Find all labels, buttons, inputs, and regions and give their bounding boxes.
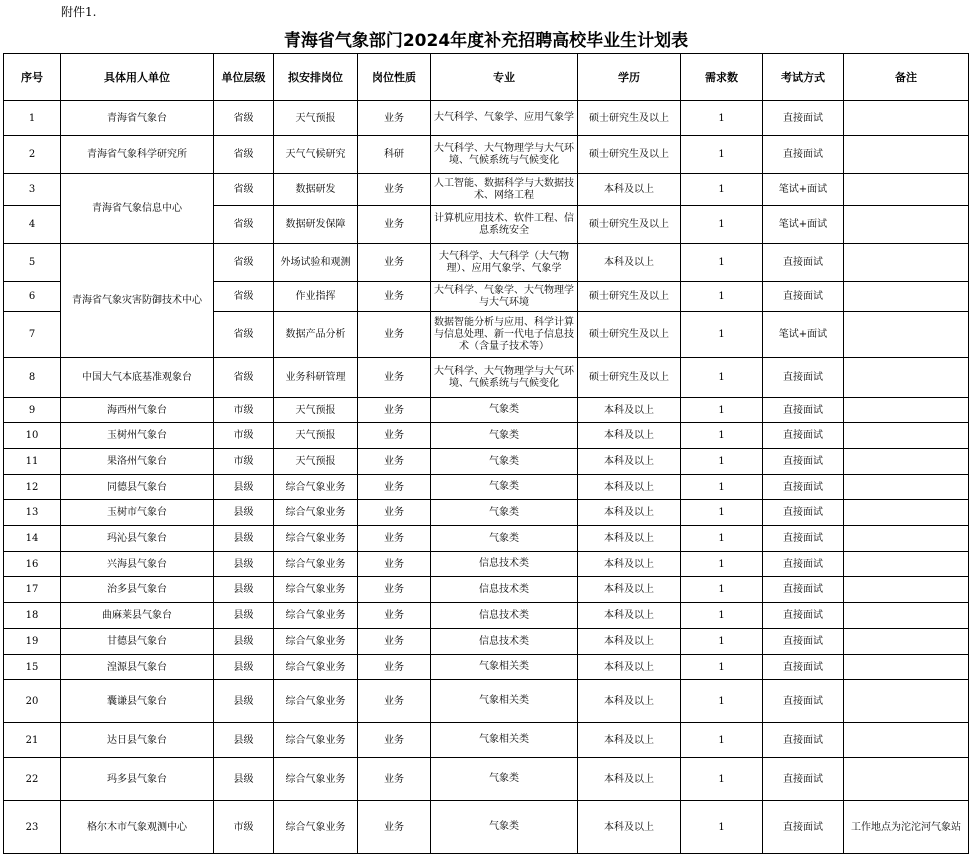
note-cell <box>844 680 969 723</box>
header-note: 备注 <box>844 54 969 101</box>
quota-cell: 1 <box>681 801 763 854</box>
education-cell: 本科及以上 <box>578 423 681 449</box>
table-row <box>4 758 969 801</box>
education-cell: 本科及以上 <box>578 398 681 423</box>
major-cell: 气象相关类 <box>431 655 578 680</box>
quota-cell: 1 <box>681 475 763 500</box>
major-cell: 信息技术类 <box>431 603 578 629</box>
exam-cell: 直接面试 <box>763 244 844 282</box>
post-cell: 业务科研管理 <box>274 358 358 398</box>
exam-cell: 直接面试 <box>763 358 844 398</box>
major-cell: 气象类 <box>431 526 578 552</box>
row-number: 12 <box>4 475 61 500</box>
row-number: 7 <box>4 312 61 358</box>
quota-cell: 1 <box>681 552 763 577</box>
exam-cell: 直接面试 <box>763 577 844 603</box>
row-number: 13 <box>4 500 61 526</box>
education-cell: 本科及以上 <box>578 244 681 282</box>
note-cell <box>844 282 969 312</box>
unit-cell: 甘德县气象台 <box>61 629 214 655</box>
level-cell: 县级 <box>214 475 274 500</box>
quota-cell: 1 <box>681 577 763 603</box>
note-cell <box>844 552 969 577</box>
quota-cell: 1 <box>681 655 763 680</box>
exam-cell: 直接面试 <box>763 629 844 655</box>
post-cell: 天气预报 <box>274 423 358 449</box>
post-cell: 综合气象业务 <box>274 475 358 500</box>
note-cell <box>844 358 969 398</box>
table-row <box>4 398 969 423</box>
nature-cell: 业务 <box>358 449 431 475</box>
level-cell: 省级 <box>214 358 274 398</box>
table-row <box>4 423 969 449</box>
unit-cell: 玉树州气象台 <box>61 423 214 449</box>
exam-cell: 直接面试 <box>763 101 844 136</box>
nature-cell: 业务 <box>358 552 431 577</box>
major-cell: 人工智能、数据科学与大数据技术、网络工程 <box>431 174 578 206</box>
exam-cell: 直接面试 <box>763 603 844 629</box>
header-exam: 考试方式 <box>763 54 844 101</box>
education-cell: 本科及以上 <box>578 577 681 603</box>
major-cell: 气象类 <box>431 475 578 500</box>
post-cell: 综合气象业务 <box>274 723 358 758</box>
level-cell: 县级 <box>214 629 274 655</box>
education-cell: 本科及以上 <box>578 680 681 723</box>
education-cell: 硕士研究生及以上 <box>578 312 681 358</box>
row-number: 16 <box>4 552 61 577</box>
level-cell: 省级 <box>214 136 274 174</box>
nature-cell: 业务 <box>358 758 431 801</box>
row-number: 10 <box>4 423 61 449</box>
post-cell: 外场试验和观测 <box>274 244 358 282</box>
unit-cell: 达日县气象台 <box>61 723 214 758</box>
header-level: 单位层级 <box>214 54 274 101</box>
header-post: 拟安排岗位 <box>274 54 358 101</box>
post-cell: 数据研发 <box>274 174 358 206</box>
post-cell: 综合气象业务 <box>274 603 358 629</box>
level-cell: 县级 <box>214 500 274 526</box>
major-cell: 信息技术类 <box>431 552 578 577</box>
exam-cell: 直接面试 <box>763 552 844 577</box>
education-cell: 本科及以上 <box>578 629 681 655</box>
unit-cell: 治多县气象台 <box>61 577 214 603</box>
post-cell: 天气预报 <box>274 398 358 423</box>
quota-cell: 1 <box>681 136 763 174</box>
row-number: 11 <box>4 449 61 475</box>
note-cell <box>844 655 969 680</box>
exam-cell: 直接面试 <box>763 655 844 680</box>
quota-cell: 1 <box>681 423 763 449</box>
nature-cell: 业务 <box>358 526 431 552</box>
unit-cell: 海西州气象台 <box>61 398 214 423</box>
education-cell: 本科及以上 <box>578 449 681 475</box>
level-cell: 省级 <box>214 101 274 136</box>
header-nature: 岗位性质 <box>358 54 431 101</box>
row-number: 21 <box>4 723 61 758</box>
table-row <box>4 244 969 282</box>
quota-cell: 1 <box>681 312 763 358</box>
table-row <box>4 603 969 629</box>
level-cell: 省级 <box>214 282 274 312</box>
table-row <box>4 174 969 206</box>
unit-cell: 青海省气象台 <box>61 101 214 136</box>
post-cell: 综合气象业务 <box>274 577 358 603</box>
row-number: 22 <box>4 758 61 801</box>
quota-cell: 1 <box>681 206 763 244</box>
level-cell: 县级 <box>214 723 274 758</box>
major-cell: 大气科学、气象学、大气物理学与大气环境 <box>431 282 578 312</box>
post-cell: 综合气象业务 <box>274 758 358 801</box>
unit-cell: 格尔木市气象观测中心 <box>61 801 214 854</box>
level-cell: 市级 <box>214 423 274 449</box>
nature-cell: 业务 <box>358 723 431 758</box>
nature-cell: 业务 <box>358 398 431 423</box>
post-cell: 数据产品分析 <box>274 312 358 358</box>
unit-cell: 湟源县气象台 <box>61 655 214 680</box>
education-cell: 本科及以上 <box>578 500 681 526</box>
quota-cell: 1 <box>681 244 763 282</box>
table-body <box>4 101 969 854</box>
header-no: 序号 <box>4 54 61 101</box>
education-cell: 硕士研究生及以上 <box>578 101 681 136</box>
quota-cell: 1 <box>681 680 763 723</box>
row-number: 15 <box>4 655 61 680</box>
quota-cell: 1 <box>681 398 763 423</box>
quota-cell: 1 <box>681 282 763 312</box>
table-header-row <box>4 54 969 101</box>
exam-cell: 直接面试 <box>763 801 844 854</box>
table-row <box>4 723 969 758</box>
row-number: 4 <box>4 206 61 244</box>
education-cell: 本科及以上 <box>578 655 681 680</box>
table-row <box>4 101 969 136</box>
level-cell: 市级 <box>214 801 274 854</box>
row-number: 9 <box>4 398 61 423</box>
nature-cell: 业务 <box>358 282 431 312</box>
unit-cell: 玛沁县气象台 <box>61 526 214 552</box>
unit-cell: 玉树市气象台 <box>61 500 214 526</box>
nature-cell: 业务 <box>358 655 431 680</box>
note-cell <box>844 136 969 174</box>
level-cell: 县级 <box>214 577 274 603</box>
nature-cell: 业务 <box>358 206 431 244</box>
unit-cell: 青海省气象信息中心 <box>61 174 214 244</box>
nature-cell: 业务 <box>358 312 431 358</box>
note-cell <box>844 398 969 423</box>
exam-cell: 直接面试 <box>763 526 844 552</box>
nature-cell: 业务 <box>358 500 431 526</box>
post-cell: 综合气象业务 <box>274 655 358 680</box>
quota-cell: 1 <box>681 723 763 758</box>
level-cell: 县级 <box>214 758 274 801</box>
major-cell: 大气科学、大气物理学与大气环境、气候系统与气候变化 <box>431 358 578 398</box>
nature-cell: 业务 <box>358 423 431 449</box>
exam-cell: 直接面试 <box>763 423 844 449</box>
exam-cell: 直接面试 <box>763 398 844 423</box>
nature-cell: 科研 <box>358 136 431 174</box>
major-cell: 气象类 <box>431 500 578 526</box>
unit-cell: 青海省气象科学研究所 <box>61 136 214 174</box>
unit-cell: 曲麻莱县气象台 <box>61 603 214 629</box>
note-cell <box>844 101 969 136</box>
note-cell <box>844 577 969 603</box>
major-cell: 大气科学、大气物理学与大气环境、气候系统与气候变化 <box>431 136 578 174</box>
major-cell: 信息技术类 <box>431 629 578 655</box>
level-cell: 省级 <box>214 244 274 282</box>
nature-cell: 业务 <box>358 801 431 854</box>
education-cell: 本科及以上 <box>578 801 681 854</box>
major-cell: 大气科学、气象学、应用气象学 <box>431 101 578 136</box>
post-cell: 天气预报 <box>274 101 358 136</box>
document-title: 青海省气象部门2024年度补充招聘高校毕业生计划表 <box>283 31 689 51</box>
education-cell: 硕士研究生及以上 <box>578 358 681 398</box>
note-cell <box>844 723 969 758</box>
level-cell: 县级 <box>214 603 274 629</box>
quota-cell: 1 <box>681 101 763 136</box>
level-cell: 省级 <box>214 174 274 206</box>
quota-cell: 1 <box>681 174 763 206</box>
nature-cell: 业务 <box>358 577 431 603</box>
unit-cell: 中国大气本底基准观象台 <box>61 358 214 398</box>
row-number: 17 <box>4 577 61 603</box>
education-cell: 硕士研究生及以上 <box>578 282 681 312</box>
post-cell: 综合气象业务 <box>274 680 358 723</box>
exam-cell: 笔试+面试 <box>763 174 844 206</box>
header-unit: 具体用人单位 <box>61 54 214 101</box>
row-number: 23 <box>4 801 61 854</box>
header-education: 学历 <box>578 54 681 101</box>
quota-cell: 1 <box>681 603 763 629</box>
row-number: 3 <box>4 174 61 206</box>
quota-cell: 1 <box>681 358 763 398</box>
education-cell: 本科及以上 <box>578 758 681 801</box>
table-row <box>4 136 969 174</box>
level-cell: 县级 <box>214 552 274 577</box>
recruitment-plan-table <box>3 53 969 854</box>
major-cell: 信息技术类 <box>431 577 578 603</box>
row-number: 14 <box>4 526 61 552</box>
post-cell: 数据研发保障 <box>274 206 358 244</box>
row-number: 20 <box>4 680 61 723</box>
nature-cell: 业务 <box>358 358 431 398</box>
exam-cell: 笔试+面试 <box>763 312 844 358</box>
unit-cell: 同德县气象台 <box>61 475 214 500</box>
post-cell: 作业指挥 <box>274 282 358 312</box>
note-cell <box>844 500 969 526</box>
nature-cell: 业务 <box>358 603 431 629</box>
level-cell: 省级 <box>214 312 274 358</box>
nature-cell: 业务 <box>358 174 431 206</box>
note-cell <box>844 758 969 801</box>
table-row <box>4 655 969 680</box>
note-cell <box>844 423 969 449</box>
attachment-label: 附件1. <box>61 5 97 19</box>
exam-cell: 笔试+面试 <box>763 206 844 244</box>
education-cell: 本科及以上 <box>578 475 681 500</box>
row-number: 2 <box>4 136 61 174</box>
major-cell: 数据智能分析与应用、科学计算与信息处理、新一代电子信息技术（含量子技术等） <box>431 312 578 358</box>
education-cell: 本科及以上 <box>578 526 681 552</box>
row-number: 18 <box>4 603 61 629</box>
row-number: 1 <box>4 101 61 136</box>
major-cell: 气象相关类 <box>431 680 578 723</box>
major-cell: 气象类 <box>431 801 578 854</box>
quota-cell: 1 <box>681 500 763 526</box>
quota-cell: 1 <box>681 526 763 552</box>
note-cell <box>844 526 969 552</box>
exam-cell: 直接面试 <box>763 282 844 312</box>
table-row <box>4 552 969 577</box>
post-cell: 综合气象业务 <box>274 801 358 854</box>
note-cell <box>844 449 969 475</box>
table-row <box>4 475 969 500</box>
nature-cell: 业务 <box>358 629 431 655</box>
table-row <box>4 680 969 723</box>
major-cell: 气象类 <box>431 758 578 801</box>
post-cell: 综合气象业务 <box>274 500 358 526</box>
major-cell: 气象类 <box>431 398 578 423</box>
exam-cell: 直接面试 <box>763 475 844 500</box>
nature-cell: 业务 <box>358 680 431 723</box>
table-row <box>4 449 969 475</box>
row-number: 8 <box>4 358 61 398</box>
level-cell: 县级 <box>214 655 274 680</box>
unit-cell: 兴海县气象台 <box>61 552 214 577</box>
education-cell: 硕士研究生及以上 <box>578 206 681 244</box>
table-row <box>4 801 969 854</box>
post-cell: 天气预报 <box>274 449 358 475</box>
table-row <box>4 629 969 655</box>
unit-cell: 果洛州气象台 <box>61 449 214 475</box>
major-cell: 计算机应用技术、软件工程、信息系统安全 <box>431 206 578 244</box>
exam-cell: 直接面试 <box>763 449 844 475</box>
education-cell: 本科及以上 <box>578 552 681 577</box>
note-cell <box>844 244 969 282</box>
note-cell <box>844 206 969 244</box>
education-cell: 本科及以上 <box>578 723 681 758</box>
post-cell: 综合气象业务 <box>274 629 358 655</box>
note-cell <box>844 629 969 655</box>
level-cell: 县级 <box>214 526 274 552</box>
education-cell: 本科及以上 <box>578 174 681 206</box>
table-row <box>4 577 969 603</box>
note-cell: 工作地点为沱沱河气象站 <box>844 801 969 854</box>
row-number: 6 <box>4 282 61 312</box>
exam-cell: 直接面试 <box>763 758 844 801</box>
row-number: 19 <box>4 629 61 655</box>
level-cell: 市级 <box>214 398 274 423</box>
row-number: 5 <box>4 244 61 282</box>
nature-cell: 业务 <box>358 244 431 282</box>
education-cell: 本科及以上 <box>578 603 681 629</box>
quota-cell: 1 <box>681 449 763 475</box>
unit-cell: 囊谦县气象台 <box>61 680 214 723</box>
unit-cell: 青海省气象灾害防御技术中心 <box>61 244 214 358</box>
table-row <box>4 358 969 398</box>
header-quota: 需求数 <box>681 54 763 101</box>
exam-cell: 直接面试 <box>763 723 844 758</box>
table-row <box>4 500 969 526</box>
unit-cell: 玛多县气象台 <box>61 758 214 801</box>
quota-cell: 1 <box>681 758 763 801</box>
level-cell: 市级 <box>214 449 274 475</box>
level-cell: 县级 <box>214 680 274 723</box>
note-cell <box>844 174 969 206</box>
major-cell: 气象类 <box>431 449 578 475</box>
header-major: 专业 <box>431 54 578 101</box>
note-cell <box>844 475 969 500</box>
note-cell <box>844 312 969 358</box>
post-cell: 综合气象业务 <box>274 552 358 577</box>
table-row <box>4 526 969 552</box>
major-cell: 气象相关类 <box>431 723 578 758</box>
major-cell: 大气科学、大气科学（大气物理）、应用气象学、气象学 <box>431 244 578 282</box>
note-cell <box>844 603 969 629</box>
quota-cell: 1 <box>681 629 763 655</box>
post-cell: 天气气候研究 <box>274 136 358 174</box>
exam-cell: 直接面试 <box>763 500 844 526</box>
education-cell: 硕士研究生及以上 <box>578 136 681 174</box>
exam-cell: 直接面试 <box>763 136 844 174</box>
exam-cell: 直接面试 <box>763 680 844 723</box>
nature-cell: 业务 <box>358 101 431 136</box>
level-cell: 省级 <box>214 206 274 244</box>
nature-cell: 业务 <box>358 475 431 500</box>
major-cell: 气象类 <box>431 423 578 449</box>
post-cell: 综合气象业务 <box>274 526 358 552</box>
